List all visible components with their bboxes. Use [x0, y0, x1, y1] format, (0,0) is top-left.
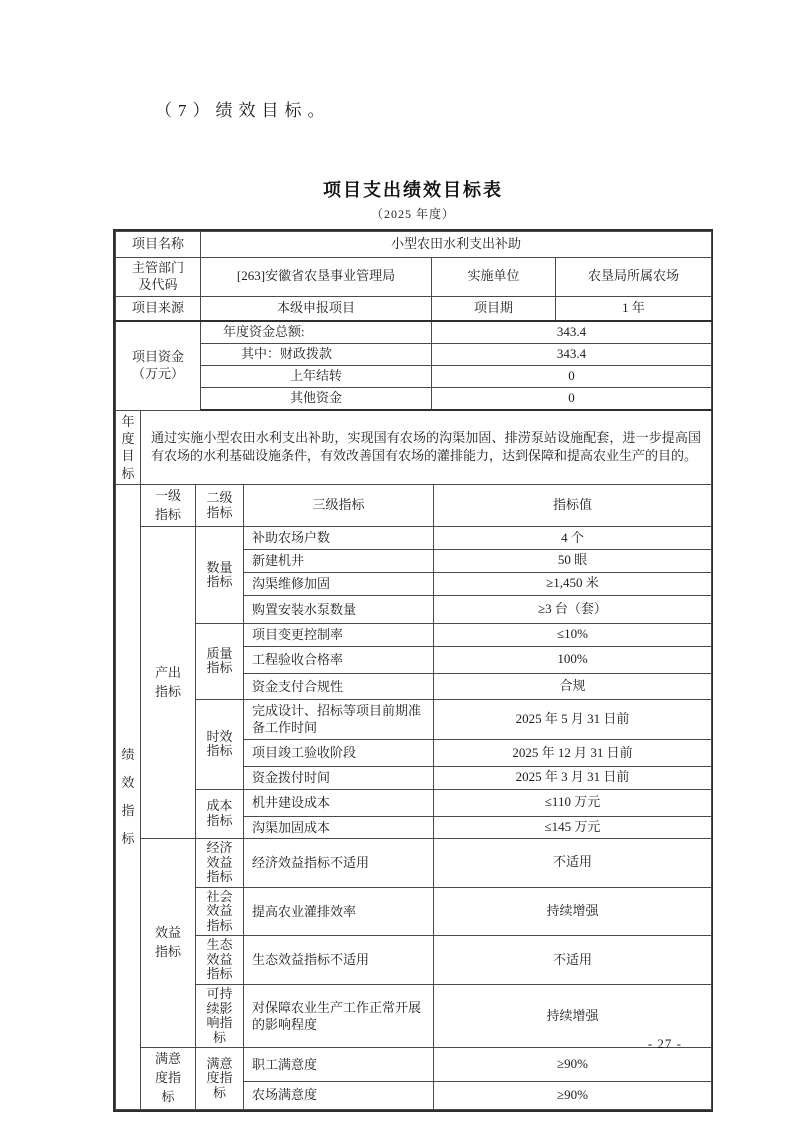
funds-total-value: 343.4: [432, 321, 712, 343]
indicator-value: 不适用: [434, 839, 712, 888]
level2-social: 社会效益指标: [196, 887, 244, 936]
level1-benefit: 效益指标: [141, 839, 196, 1048]
project-name-value: 小型农田水利支出补助: [201, 232, 712, 258]
indicator-name: 项目变更控制率: [244, 623, 434, 646]
indicator-row: [116, 699, 712, 739]
funds-total-label: 年度资金总额:: [201, 321, 432, 343]
period-value: 1 年: [556, 296, 712, 321]
indicator-name: 沟渠维修加固: [244, 572, 434, 595]
table-subtitle: （2025 年度）: [370, 207, 455, 221]
dept-label: 主管部门及代码: [116, 258, 201, 297]
indicator-name: 农场满意度: [244, 1081, 434, 1109]
indicator-value: 持续增强: [434, 985, 712, 1048]
indicator-row: [116, 1048, 712, 1082]
indicator-row: [116, 623, 712, 646]
project-info-table: [115, 231, 712, 411]
level2-sustainability: 可持续影响指标: [196, 985, 244, 1048]
project-name-label: 项目名称: [116, 232, 201, 258]
indicator-name: 生态效益指标不适用: [244, 936, 434, 985]
indicator-value: ≥90%: [434, 1048, 712, 1082]
indicator-value: ≤110 万元: [434, 789, 712, 816]
funds-fiscal-label: 其中：财政拨款: [201, 344, 432, 366]
indicator-row: [116, 839, 712, 888]
page-number: - 27 -: [647, 1036, 682, 1051]
indicator-value: 持续增强: [434, 887, 712, 936]
source-value: 本级申报项目: [201, 296, 432, 321]
indicator-row: [116, 936, 712, 985]
level2-ecological: 生态效益指标: [196, 936, 244, 985]
indicator-row: [116, 887, 712, 936]
indicator-row: [116, 985, 712, 1048]
indicator-name: 资金拨付时间: [244, 767, 434, 790]
indicator-value: 50 眼: [434, 549, 712, 572]
level2-economic: 经济效益指标: [196, 839, 244, 888]
performance-table-area: [113, 176, 713, 1112]
table-row: [116, 366, 712, 388]
funds-fiscal-value: 343.4: [432, 344, 712, 366]
table-row: [116, 258, 712, 297]
indicator-name: 完成设计、招标等项目前期准备工作时间: [244, 699, 434, 739]
funds-carryover-value: 0: [432, 366, 712, 388]
indicator-value: 合规: [434, 673, 712, 699]
funds-other-label: 其他资金: [201, 388, 432, 410]
impl-value: 农垦局所属农场: [556, 258, 712, 297]
indicators-table: [115, 485, 712, 1110]
indicator-name: 对保障农业生产工作正常开展的影响程度: [244, 985, 434, 1048]
table-row: [116, 388, 712, 410]
level2-quantity: 数量指标: [196, 527, 244, 624]
header-level2: 二级指标: [196, 485, 244, 527]
section-heading: （7）绩效目标。: [155, 101, 331, 120]
level2-satisfaction: 满意度指标: [196, 1048, 244, 1110]
header-value: 指标值: [434, 485, 712, 527]
header-level1: 一级指标: [141, 485, 196, 527]
header-level3: 三级指标: [244, 485, 434, 527]
indicator-name: 项目竣工验收阶段: [244, 740, 434, 767]
table-row: [116, 232, 712, 258]
indicator-value: ≥3 台（套）: [434, 595, 712, 623]
perf-side-label: 绩效指标: [116, 485, 141, 1110]
indicator-value: 2025 年 3 月 31 日前: [434, 767, 712, 790]
indicator-name: 机井建设成本: [244, 789, 434, 816]
indicator-name: 经济效益指标不适用: [244, 839, 434, 888]
funds-other-value: 0: [432, 388, 712, 410]
funds-carryover-label: 上年结转: [201, 366, 432, 388]
indicator-value: 100%: [434, 646, 712, 673]
impl-label: 实施单位: [432, 258, 556, 297]
level1-satisfaction: 满意度指标: [141, 1048, 196, 1110]
indicator-name: 提高农业灌排效率: [244, 887, 434, 936]
indicator-value: ≤145 万元: [434, 816, 712, 839]
indicator-name: 购置安装水泵数量: [244, 595, 434, 623]
table-row: [116, 321, 712, 343]
level2-quality: 质量指标: [196, 623, 244, 699]
indicator-value: 不适用: [434, 936, 712, 985]
level2-cost: 成本指标: [196, 789, 244, 839]
indicator-name: 沟渠加固成本: [244, 816, 434, 839]
annual-goal-text: 通过实施小型农田水利支出补助，实现国有农场的沟渠加固、排涝泵站设施配套，进一步提高国有农场的水利基础设施条件，有效改善国有农场的灌排能力，达到保障和提高农业生产的目的。: [141, 411, 712, 484]
indicator-value: ≤10%: [434, 623, 712, 646]
period-label: 项目期: [432, 296, 556, 321]
table-row: [116, 411, 712, 484]
indicator-name: 职工满意度: [244, 1048, 434, 1082]
indicator-header-row: [116, 485, 712, 527]
indicator-row: [116, 527, 712, 550]
annual-goal-label: 年度目标: [116, 411, 141, 484]
level2-timeliness: 时效指标: [196, 699, 244, 789]
table-row: [116, 344, 712, 366]
indicator-value: ≥1,450 米: [434, 572, 712, 595]
indicator-value: 2025 年 12 月 31 日前: [434, 740, 712, 767]
indicator-row: [116, 789, 712, 816]
performance-table: [113, 229, 713, 1112]
indicator-name: 工程验收合格率: [244, 646, 434, 673]
indicator-name: 新建机井: [244, 549, 434, 572]
table-title: 项目支出绩效目标表: [323, 180, 503, 200]
funds-label: 项目资金（万元）: [116, 321, 201, 410]
indicator-name: 补助农场户数: [244, 527, 434, 550]
indicator-value: 2025 年 5 月 31 日前: [434, 699, 712, 739]
table-row: [116, 296, 712, 321]
indicator-value: 4 个: [434, 527, 712, 550]
indicator-name: 资金支付合规性: [244, 673, 434, 699]
dept-value: [263]安徽省农垦事业管理局: [201, 258, 432, 297]
source-label: 项目来源: [116, 296, 201, 321]
indicator-value: ≥90%: [434, 1081, 712, 1109]
annual-goal-table: [115, 411, 712, 485]
level1-output: 产出指标: [141, 527, 196, 839]
